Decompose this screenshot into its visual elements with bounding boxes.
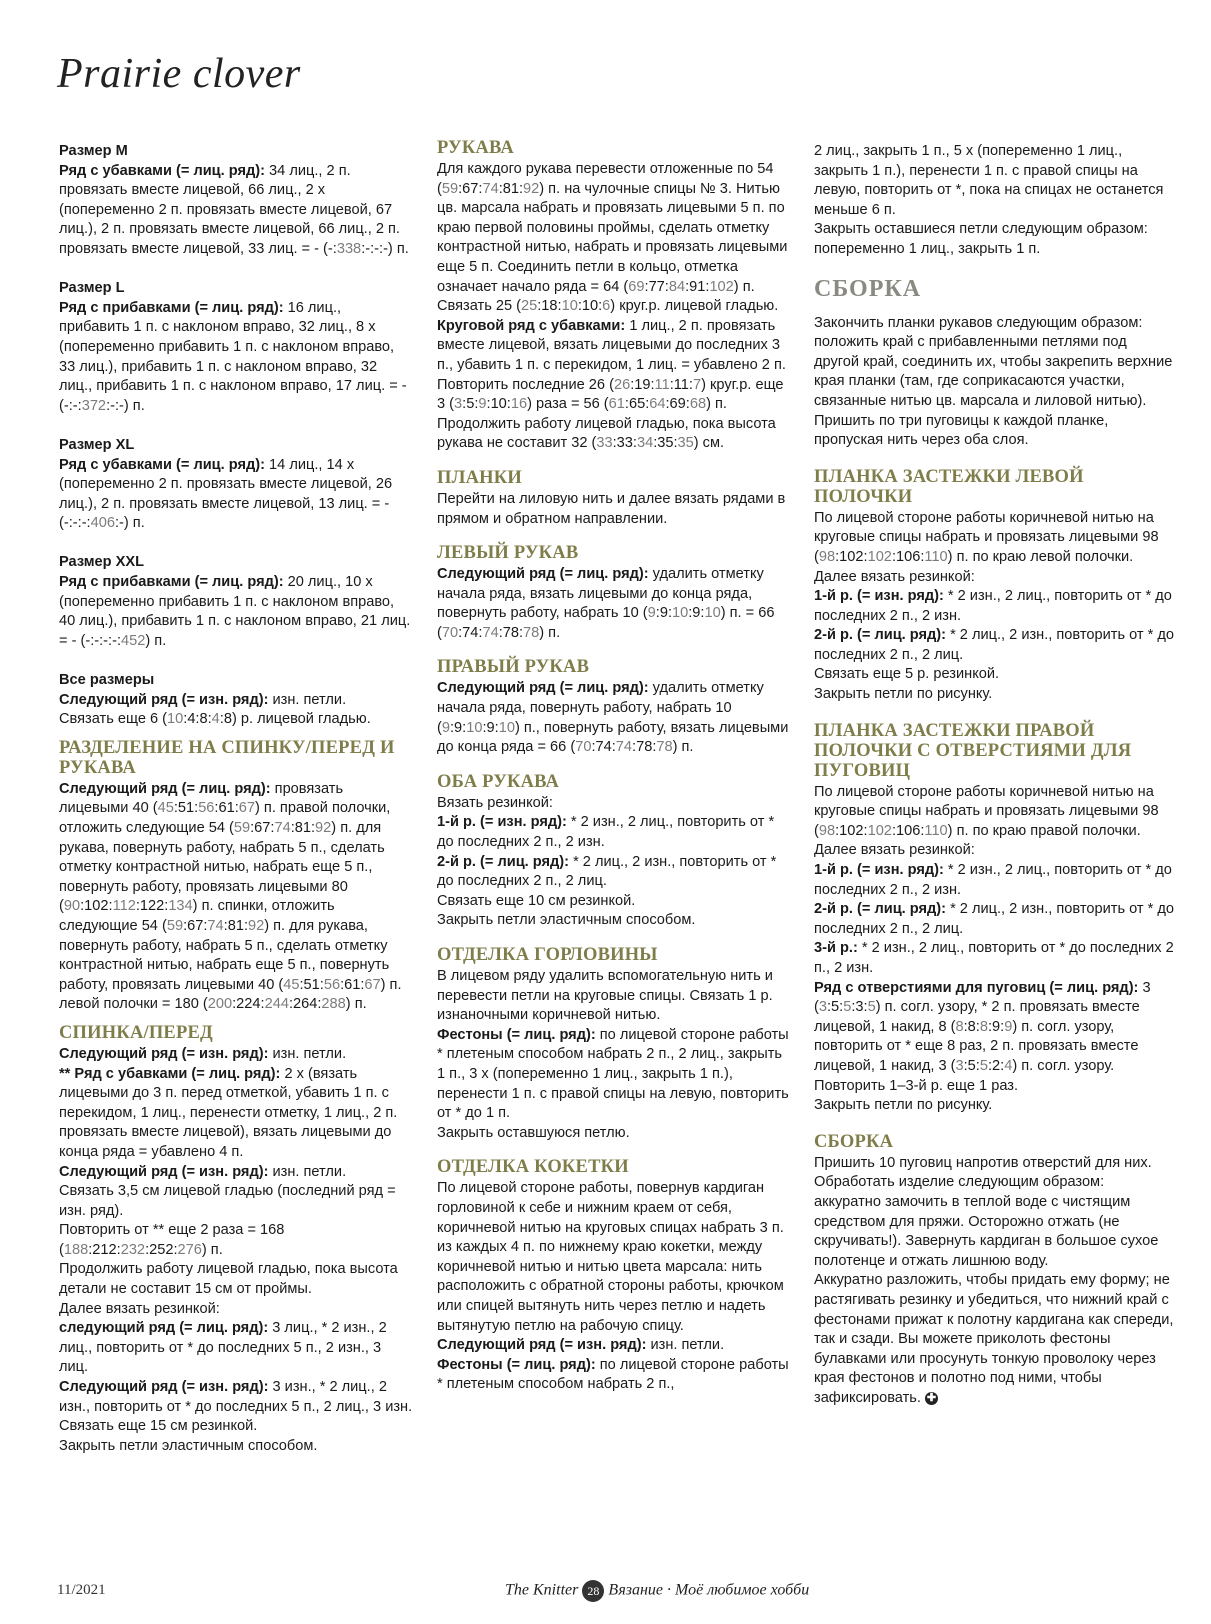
assembly-heading: СБОРКА [814,275,922,302]
left-band-text-4: 2-й р. (= лиц. ряд): * 2 лиц., 2 изн., повторить от * до последних 2 п., 2 лиц. [814,627,1174,663]
left-band-heading: ПЛАНКА ЗАСТЕЖКИ ЛЕВОЙ ПОЛОЧКИ [814,466,1084,507]
size-xxl-text: Ряд с прибавками (= лиц. ряд): 20 лиц., 10 х (попеременно прибавить 1 п. с наклоном вправо, 40 лиц.), прибавить 1 п. с наклоном вправо, 21 лиц. = - (-:-:-:-:452) п. [59,574,411,649]
final-assembly-heading: СБОРКА [814,1131,894,1152]
left-sleeve-heading: ЛЕВЫЙ РУКАВ [437,543,579,564]
left-band-text-6: Закрыть петли по рисунку. [814,686,993,703]
back-front-text-6: Продолжить работу лицевой гладью, пока высота детали не составит 15 см от проймы. [59,1261,398,1298]
assembly-text-1: Закончить планки рукавов следующим образом: положить край с прибавленными петлями под другой край, соединить их, чтобы закрепить верхние края планки (там, где соприкасаются участки, связанные нитью цв. марсала и лиловой нитью). [814,314,1173,409]
column-1 [59,142,414,1456]
neck-heading: ОТДЕЛКА ГОРЛОВИНЫ [437,945,658,965]
yoke-heading: ОТДЕЛКА КОКЕТКИ [437,1157,629,1178]
size-xl-heading: Размер XL [59,436,135,453]
back-front-text-10: Связать еще 15 см резинкой. [59,1418,258,1435]
bands-heading: ПЛАНКИ [437,467,522,488]
final-assembly-text-1: Пришить 10 пуговиц напротив отверстий для них. Обработать изделие следующим образом: аккуратно замочить в теплой воде с чистящим средством для пряжи. Осторожно отжать (не скручивать!). Завернуть кардиган в большое сухое полотенце и отжать лишнюю воду. [814,1154,1159,1269]
sleeves-heading: РУКАВА [437,138,514,158]
magazine-name: The Knitter 28 Вязание · Моё любимое хобби [505,1580,809,1602]
right-band-text-5: 3-й р.: * 2 изн., 2 лиц., повторить от * до последних 2 п., 2 изн. [814,940,1174,976]
sleeves-text-2: Связать 25 (25:18:10:10:6) круг.р. лицевой гладью. [437,298,779,315]
yoke-cont-text-1: 2 лиц., закрыть 1 п., 5 х (попеременно 1 лиц., закрыть 1 п.), перенести 1 п. с правой спицы на левую, повторить от *, пока на спицах не останется меньше 6 п. [814,143,1164,218]
neck-text-2: Фестоны (= лиц. ряд): по лицевой стороне работы * плетеным способом набрать 2 п., 2 лиц., закрыть 1 п., 3 х (попеременно 1 лиц., закрыть 1 п.), перенести 1 п. с правой спицы на левую, повторить от * до 1 п. [437,1026,789,1122]
back-front-text-9: Следующий ряд (= изн. ряд): 3 изн., * 2 лиц., 2 изн., повторить от * до последних 5 п., 2 лиц., 3 изн. [59,1379,413,1415]
right-band-text-6: Ряд с отверстиями для пуговиц (= лиц. ряд): 3 (3:5:5:3:5) п. согл. узору, * 2 п. провязать вместе лицевой, 1 накид, 8 (8:8:8:9:9) п. согл. узору, повторить от * еще 8 раз, 2 п. провязать вместе лицевой, 1 накид, 3 (3:5:5:2:4) п. согл. узору. [814,979,1151,1074]
yoke-text-1: По лицевой стороне работы, повернув кардиган горловиной к себе и нижним краем от себя, коричневой нитью на круговых спицах набрать 3 п. из каждых 4 п. по нижнему краю кокетки, между коричневой нитью и нитью цвета марсала: нить расположить с обратной стороны работы, крючком или спицей вытянуть нить через петлю и надеть вытянутую петлю на рабочую спицу. [437,1180,784,1334]
both-sleeves-text-5: Закрыть петли эластичным способом. [437,912,696,929]
column-3 [814,142,1174,1408]
back-front-text-8: следующий ряд (= лиц. ряд): 3 лиц., * 2 изн., 2 лиц., повторить от * до последних 5 п., 2 изн., 3 лиц. [59,1320,387,1376]
back-front-text-5: Повторить от ** еще 2 раза = 168 (188:212:232:252:276) п. [59,1222,285,1258]
right-band-text-3: 1-й р. (= изн. ряд): * 2 изн., 2 лиц., повторить от * до последних 2 п., 2 изн. [814,862,1172,898]
page-footer [0,1580,1211,1604]
left-band-text-5: Связать еще 5 р. резинкой. [814,666,1000,683]
size-l-text: Ряд с прибавками (= лиц. ряд): 16 лиц., прибавить 1 п. с наклоном вправо, 32 лиц., 8 х (попеременно прибавить 1 п. с наклоном вправо, 33 лиц.), прибавить 1 п. с наклоном вправо, 32 лиц., прибавить 1 п. с наклоном вправо, 17 лиц. = - (-:-:372:-:-) п. [59,299,407,414]
all-sizes-text: Следующий ряд (= изн. ряд): изн. петли. [59,691,347,708]
sleeves-text-3: Круговой ряд с убавками: 1 лиц., 2 п. провязать вместе лицевой, вязать лицевыми до последних 3 п., убавить 1 п. с перекидом, 1 лиц. = убавлено 2 п. [437,317,786,373]
page-title: Prairie clover [57,51,301,97]
neck-text-3: Закрыть оставшуюся петлю. [437,1124,630,1141]
both-sleeves-text-3: 2-й р. (= лиц. ряд): * 2 лиц., 2 изн., повторить от * до последних 2 п., 2 лиц. [437,853,777,890]
back-front-heading: СПИНКА/ПЕРЕД [59,1022,213,1043]
final-assembly-text-2: Аккуратно разложить, чтобы придать ему форму; не растягивать резинку и убедиться, что нижний край с фестонами прижат к полотну кардигана как спереди, так и сзади. Вы можете приколоть фестоны булавками или просунуть тонкую проволоку через края фестонов и полотно под ними, чтобы зафиксировать. ✚ [814,1272,1174,1406]
both-sleeves-text-1: Вязать резинкой: [437,794,553,811]
right-band-text-4: 2-й р. (= лиц. ряд): * 2 лиц., 2 изн., повторить от * до последних 2 п., 2 лиц. [814,901,1174,937]
neck-text-1: В лицевом ряду удалить вспомогательную нить и перевести петли на круговые спицы. Связать 1 р. изнаночными коричневой нитью. [437,968,773,1024]
left-band-text-3: 1-й р. (= изн. ряд): * 2 изн., 2 лиц., повторить от * до последних 2 п., 2 изн. [814,588,1172,624]
size-m-text: Ряд с убавками (= лиц. ряд): 34 лиц., 2 п. провязать вместе лицевой, 66 лиц., 2 х (попеременно 2 п. провязать вместе лицевой, 67 лиц.), 2 п. провязать вместе лицевой, 66 лиц., 2 п. провязать вместе лицевой, 33 лиц. = - (-:338:-:-:-) п. [59,162,409,257]
back-front-text-2: ** Ряд с убавками (= лиц. ряд): 2 х (вязать лицевыми до 3 п. перед отметкой, убавить 1 п. с перекидом, 1 лиц., перенести отметку, 1 лиц., 2 п. провязать вместе лицевой), вязать лицевыми до конца ряда = убавлено 4 п. [59,1065,398,1160]
right-band-text-2: Далее вязать резинкой: [814,842,975,859]
bands-text: Перейти на лиловую нить и далее вязать рядами в прямом и обратном направлении. [437,490,786,527]
left-band-text-2: Далее вязать резинкой: [814,568,975,585]
right-band-heading: ПЛАНКА ЗАСТЕЖКИ ПРАВОЙ ПОЛОЧКИ С ОТВЕРСТИЯМИ ДЛЯ ПУГОВИЦ [814,720,1132,781]
sleeves-text-1: Для каждого рукава перевести отложенные по 54 (59:67:74:81:92) п. на чулочные спицы № 3. Нитью цв. марсала набрать и провязать лицевыми 5 п. по краю первой половины проймы, сделать отметку контрастной нитью, набрать и провязать лицевыми еще 5 п. Соединить петли в кольцо, отметка означает начало ряда = 64 (69:77:84:91:102) п. [437,161,788,295]
page-number: 28 [582,1580,604,1602]
both-sleeves-text-4: Связать еще 10 см резинкой. [437,892,636,909]
right-band-text-7: Повторить 1–3-й р. еще 1 раз. [814,1077,1019,1094]
back-front-text-1: Следующий ряд (= изн. ряд): изн. петли. [59,1045,347,1062]
sleeves-text-4: Повторить последние 26 (26:19:11:11:7) круг.р. еще 3 (3:5:9:10:16) раза = 56 (61:65:64:69:68) п. [437,376,784,413]
right-band-text-8: Закрыть петли по рисунку. [814,1097,993,1114]
end-of-pattern-icon: ✚ [926,1391,937,1404]
size-xxl-heading: Размер XXL [59,554,144,571]
back-front-text-4: Связать 3,5 см лицевой гладью (последний ряд = изн. ряд). [59,1183,396,1219]
right-sleeve-text: Следующий ряд (= лиц. ряд): удалить отметку начала ряда, повернуть работу, набрать 10 (9:9:10:9:10) п., повернуть работу, вязать лицевыми до конца ряда = 66 (70:74:74:78:78) п. [437,680,789,756]
size-xl-text: Ряд с убавками (= лиц. ряд): 14 лиц., 14 х (попеременно 2 п. провязать вместе лицевой, 26 лиц.), 2 п. провязать вместе лицевой, 13 лиц. = - (-:-:-:406:-) п. [59,456,393,532]
yoke-cont-text-2: Закрыть оставшиеся петли следующим образом: попеременно 1 лиц., закрыть 1 п. [814,221,1148,257]
yoke-text-3: Фестоны (= лиц. ряд): по лицевой стороне работы * плетеным способом набрать 2 п., [437,1356,789,1393]
size-m-heading: Размер M [59,143,128,159]
yoke-text-2: Следующий ряд (= изн. ряд): изн. петли. [437,1337,725,1354]
issue-date: 11/2021 [57,1582,106,1598]
size-l-heading: Размер L [59,280,125,297]
column-2 [437,138,792,1395]
right-band-text-1: По лицевой стороне работы коричневой нитью на круговые спицы набрать и провязать лицевыми 98 (98:102:102:106:110) п. по краю правой полочки. [814,783,1159,839]
both-sleeves-text-2: 1-й р. (= изн. ряд): * 2 изн., 2 лиц., повторить от * до последних 2 п., 2 изн. [437,814,775,851]
left-sleeve-text: Следующий ряд (= лиц. ряд): удалить отметку начала ряда, вязать лицевыми до конца ряда, повернуть работу, набрать 10 (9:9:10:9:10) п. = 66 (70:74:74:78:78) п. [437,566,775,641]
division-heading: РАЗДЕЛЕНИЕ НА СПИНКУ/ПЕРЕД И РУКАВА [59,737,395,778]
division-text: Следующий ряд (= лиц. ряд): провязать лицевыми 40 (45:51:56:61:67) п. правой полочки, отложить следующие 54 (59:67:74:81:92) п. для рукава, повернуть работу, набрать 5 п., сделать отметку контрастной нитью, набрать еще 5 п., повернуть работу, провязать лицевыми 80 (90:102:112:122:134) п. спинки, отложить следующие 54 (59:67:74:81:92) п. для рукава, повернуть работу, набрать 5 п., сделать отметку контрастной нитью, набрать еще 5 п., повернуть работу, провязать лицевыми 40 (45:51:56:61:67) п. левой полочки = 180 (200:224:244:264:288) п. [59,780,402,1013]
back-front-text-7: Далее вязать резинкой: [59,1300,220,1317]
sleeves-text-5: Продолжить работу лицевой гладью, пока высота рукава не составит 32 (33:33:34:35:35) см. [437,415,776,452]
both-sleeves-heading: ОБА РУКАВА [437,771,560,792]
assembly-text-2: Пришить по три пуговицы к каждой планке, пропуская нить через оба слоя. [814,412,1109,449]
all-sizes-text-2: Связать еще 6 (10:4:8:4:8) р. лицевой гладью. [59,711,371,728]
back-front-text-3: Следующий ряд (= изн. ряд): изн. петли. [59,1163,347,1180]
all-sizes-heading: Все размеры [59,672,155,689]
left-band-text-1: По лицевой стороне работы коричневой нитью на круговые спицы набрать и провязать лицевыми 98 (98:102:102:106:110) п. по краю левой полочки. [814,509,1159,565]
back-front-text-11: Закрыть петли эластичным способом. [59,1437,318,1454]
right-sleeve-heading: ПРАВЫЙ РУКАВ [437,657,590,678]
